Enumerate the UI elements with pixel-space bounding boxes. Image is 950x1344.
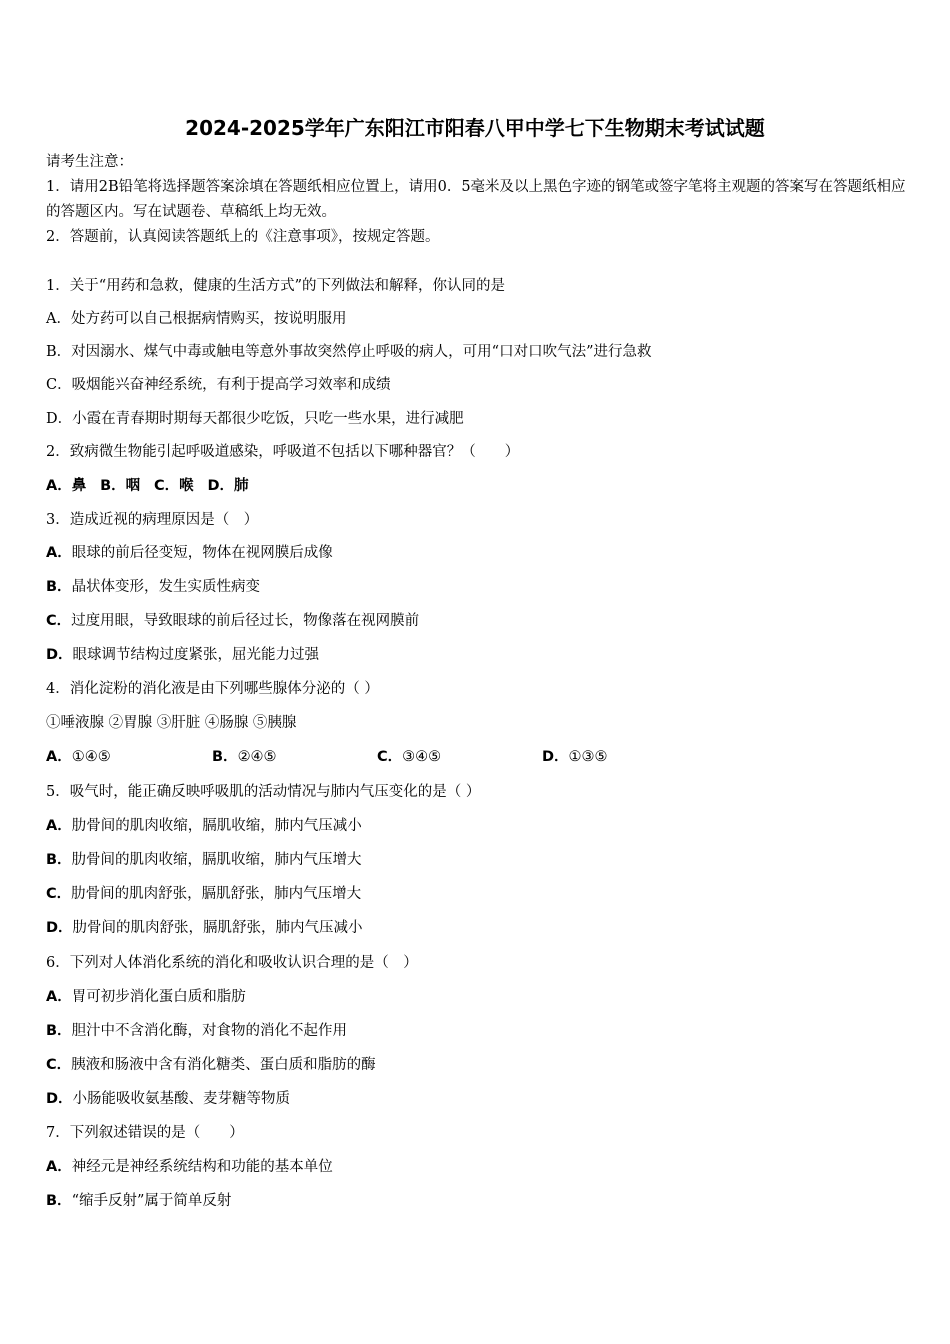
option-text: 胃可初步消化蛋白质和脂肪 [71,989,246,1005]
question-6-option-a [46,987,246,1007]
question-5-option-d [46,918,363,938]
option-label: A． [46,545,72,561]
option-label: C． [377,749,403,765]
notice-heading: 请考生注意： [46,154,133,170]
option-text: 肋骨间的肌肉收缩，膈肌收缩，肺内气压减小 [71,818,362,834]
question-6-stem: 6．下列对人体消化系统的消化和吸收认识合理的是（ ） [46,955,418,971]
question-6-option-b [46,1021,347,1041]
question-3-option-b [46,577,260,597]
option-text: 肋骨间的肌肉舒张，膈肌舒张，肺内气压增大 [71,886,362,902]
option-label: D． [542,749,569,765]
question-1-option-b: B．对因溺水、煤气中毒或触电等意外事故突然停止呼吸的病人，可用“口对口吹气法”进行急救 [46,344,652,360]
question-5-option-c [46,884,361,904]
question-2-stem: 2．致病微生物能引起呼吸道感染，呼吸道不包括以下哪种器官？（ ） [46,444,520,460]
option-text: ①④⑤ [71,749,111,765]
option-label: A． [46,1159,72,1175]
question-6-option-c [46,1055,376,1075]
question-1-option-c: C．吸烟能兴奋神经系统，有利于提高学习效率和成绩 [46,377,391,393]
option-text: 小肠能吸收氨基酸、麦芽糖等物质 [72,1091,291,1107]
option-text: 晶状体变形，发生实质性病变 [71,579,261,595]
question-2-option-d: D．肺 [207,478,249,494]
question-4-option-d [542,747,608,767]
option-label: B． [212,749,238,765]
question-4-option-c [377,747,441,767]
option-text: 过度用眼，导致眼球的前后径过长，物像落在视网膜前 [71,613,420,629]
question-3-option-d [46,645,319,665]
option-text: 胰液和肠液中含有消化糖类、蛋白质和脂肪的酶 [71,1057,376,1073]
notice-item-2: 2．答题前，认真阅读答题纸上的《注意事项》，按规定答题。 [46,229,440,245]
question-2-option-c: C．喉 [153,478,194,494]
question-4-options [46,747,746,767]
question-6-option-d [46,1089,290,1109]
option-text: 肋骨间的肌肉舒张，膈肌舒张，肺内气压减小 [72,920,363,936]
page-title: 2024-2025学年广东阳江市阳春八甲中学七下生物期末考试试题 [185,116,765,140]
option-text: ②④⑤ [237,749,277,765]
option-text: “缩手反射”属于简单反射 [71,1193,232,1209]
question-3-option-c [46,611,419,631]
question-7-option-a [46,1157,333,1177]
option-text: ③④⑤ [402,749,442,765]
question-1-option-d: D．小霞在青春期时期每天都很少吃饭，只吃一些水果，进行减肥 [46,411,464,427]
option-text: 胆汁中不含消化酶，对食物的消化不起作用 [71,1023,348,1039]
option-label: B． [46,852,72,868]
question-3-option-a [46,543,333,563]
option-label: C． [46,613,72,629]
question-3-stem: 3．造成近视的病理原因是（ ） [46,512,259,528]
option-text: 眼球的前后径变短，物体在视网膜后成像 [71,545,333,561]
option-label: A． [46,749,72,765]
option-label: B． [46,1193,72,1209]
option-label: C． [46,1057,72,1073]
question-7-option-b [46,1191,231,1211]
question-5-option-b [46,850,362,870]
option-label: D． [46,1091,73,1107]
question-4-option-b [212,747,277,767]
question-5-option-a [46,816,362,836]
option-label: D． [46,647,73,663]
question-4-gland-list: ①唾液腺 ②胃腺 ③肝脏 ④肠腺 ⑤胰腺 [46,715,297,731]
option-label: B． [46,1023,72,1039]
question-2-option-a: A．鼻 [46,478,87,494]
question-5-stem: 5．吸气时，能正确反映呼吸肌的活动情况与肺内气压变化的是（ ） [46,784,481,800]
question-7-stem: 7．下列叙述错误的是（ ） [46,1125,244,1141]
option-label: A． [46,989,72,1005]
question-4-stem: 4．消化淀粉的消化液是由下列哪些腺体分泌的（ ） [46,681,379,697]
question-1-stem: 1．关于“用药和急救，健康的生活方式”的下列做法和解释，你认同的是 [46,278,506,294]
option-text: ①③⑤ [568,749,608,765]
question-2-options [46,476,248,496]
option-label: C． [46,886,72,902]
question-2-option-b: B．咽 [100,478,141,494]
option-text: 神经元是神经系统结构和功能的基本单位 [71,1159,333,1175]
option-text: 眼球调节结构过度紧张，屈光能力过强 [72,647,320,663]
notice-block [46,150,906,250]
notice-item-1: 1．请用2B铅笔将选择题答案涂填在答题纸相应位置上，请用0．5毫米及以上黑色字迹的钢笔或签字笔将主观题的答案写在答题纸相应的答题区内。写在试题卷、草稿纸上均无效。 [46,179,906,220]
option-label: D． [46,920,73,936]
option-label: B． [46,579,72,595]
option-text: 肋骨间的肌肉收缩，膈肌收缩，肺内气压增大 [71,852,362,868]
option-label: A． [46,818,72,834]
question-1-option-a: A．处方药可以自己根据病情购买，按说明服用 [46,311,347,327]
question-4-option-a [46,747,111,767]
